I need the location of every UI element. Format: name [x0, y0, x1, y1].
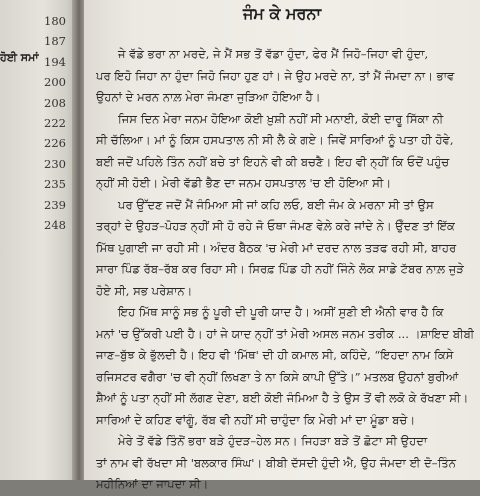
toc-row: [0, 50, 70, 75]
toc-page-number: 200: [44, 75, 66, 90]
text-line: ਸ਼ੈਆਂ ਨੂੰ ਪਤਾ ਨ੍ਹੀਂ ਸੀ ਲੱਗਣ ਦੇਣਾ, ਬਈ ਕੋਈ ਜੰਮਿਆ ਹੈ ਤੇ ਉਸ ਤੋਂ ਵੀ ਲਕੋ ਕੇ ਰੱਖਣਾ ਸੀ।: [96, 391, 469, 405]
toc-page-number: 235: [44, 177, 66, 192]
text-line: ਤਾਂ ਨਾਮ ਵੀ ਰੱਖਦਾ ਸੀ 'ਬਲਕਾਰ ਸਿੰਘ'। ਬੀਬੀ ਦੱਸਦੀ ਹੁੰਦੀ ਐ, ਉਹ ਜੰਮਦਾ ਈ ਦੋ–ਤਿੰਨ: [96, 455, 456, 470]
toc-page-number: 226: [44, 136, 66, 151]
text-line: ਨ੍ਹੀਂ ਸੀ ਹੋਈ। ਮੇਰੀ ਵੱਡੀ ਭੈਣ ਦਾ ਜਨਮ ਹਸਪਤਾਲ 'ਚ ਈ ਹੋਇਆ ਸੀ।: [96, 176, 392, 190]
text-line: ਪਰ ਇਹੋ ਜਿਹਾ ਨਾ ਹੁੰਦਾ ਜਿਹੋ ਜਿਹਾ ਹੁਣ ਹਾਂ। ਜੇ ਉਹ ਮਰਦੇ ਨਾ, ਤਾਂ ਮੈਂ ਜੰਮਦਾ ਨਾ। ਭਾਵ: [96, 68, 455, 83]
text-line: ਪਰ ਉੱਦਣ ਜਦੋਂ ਮੈਂ ਜੰਮਿਆ ਸੀ ਜਾਂ ਕਹਿ ਲਓ, ਬਈ ਜੰਮ ਕੇ ਮਰਨਾ ਸੀ ਤਾਂ ਉਸ: [118, 197, 434, 212]
chapter-body: [96, 44, 474, 496]
toc-row: [0, 136, 70, 156]
toc-page-number: 230: [44, 156, 66, 171]
toc-page-number: 194: [44, 54, 66, 69]
toc-row: [0, 96, 70, 116]
text-line: ਸਾਰਿਆਂ ਦੇ ਕਹਿਣ ਵਾਂਗੂੰ, ਰੱਬ ਵੀ ਨਹੀਂ ਸੀ ਚਾਹੁੰਦਾ ਕਿ ਮੇਰੀ ਮਾਂ ਦਾ ਮੂੰਡਾ ਬਚੇ।: [96, 412, 416, 427]
text-line: ਸਾਰਾ ਪਿੰਡ ਰੱਬ–ਰੱਬ ਕਰ ਰਿਹਾ ਸੀ। ਸਿਰਫ਼ ਪਿੰਡ ਹੀ ਨਹੀਂ ਜਿੰਨੇ ਲੋਕ ਸਾਡੇ ਟੱਬਰ ਨਾਲ਼ ਜੁੜੇ: [96, 262, 464, 276]
toc-page-number: 239: [44, 197, 66, 212]
text-line: ਜੇ ਵੱਡੇ ਭਰਾ ਨਾ ਮਰਦੇ, ਜੇ ਮੈਂ ਸਭ ਤੋਂ ਵੱਡਾ ਹੁੰਦਾ, ਫੇਰ ਮੈਂ ਜਿਹੋ–ਜਿਹਾ ਵੀ ਹੁੰਦਾ,: [118, 47, 429, 61]
toc-row: [0, 218, 70, 238]
toc-page-number: 208: [44, 95, 66, 110]
toc-page-number: 222: [44, 115, 66, 130]
text-line: ਬਈ ਜਦੋਂ ਪਹਿਲੇ ਤਿੰਨ ਨਹੀਂ ਬਚੇ ਤਾਂ ਇਹਨੇ ਵੀ ਕੀ ਬਚਣੈ। ਇਹ ਵੀ ਨ੍ਹੀਂ ਕਿ ਓਦੋਂ ਪਹੁੰਚ: [96, 154, 450, 169]
toc-page-number: 180: [44, 14, 66, 28]
text-line: ਇਹ ਮਿੱਥ ਸਾਨੂੰ ਸਭ ਨੂੰ ਪੂਰੀ ਦੀ ਪੂਰੀ ਯਾਦ ਹੈ। ਅਸੀਂ ਸੁਣੀ ਈ ਐਨੀ ਵਾਰ ਹੈ ਕਿ: [118, 305, 444, 319]
toc-row: [0, 177, 70, 197]
text-line: ਮਹੀਨਿਆਂ ਦਾ ਜਾਪਦਾ ਸੀ।: [96, 477, 209, 491]
text-line: ਸੀ ਚੱਲਿਆ। ਮਾਂ ਨੂੰ ਕਿਸ ਹਸਪਤਾਲ ਨੀ ਸੀ ਲੈ ਕੇ ਗਏ। ਜਿਵੇਂ ਸਾਰਿਆਂ ਨੂੰ ਪਤਾ ਹੀ ਹੋਵੇ,: [96, 133, 454, 147]
toc-row: [0, 14, 70, 34]
toc-page-number: 187: [44, 34, 66, 49]
toc-row: [0, 157, 70, 177]
text-line: ਤਰ੍ਹਾਂ ਦੇ ਉਹੜ–ਪੋਹੜ ਨ੍ਹੀਂ ਸੀ ਹੋ ਰਹੇ ਜੋ ਓਥਾ ਜੰਮਣ ਵੇਲ਼ੇ ਕਰੇ ਜਾਂਦੇ ਨੇ। ਓੁੱਦਣ ਤਾਂ ਇੱਕ: [96, 219, 455, 233]
text-line: ਜਿਸ ਦਿਨ ਮੇਰਾ ਜਨਮ ਹੋਇਆ ਕੋਈ ਖ਼ੁਸ਼ੀ ਨਹੀਂ ਸੀ ਮਨਾਈ, ਕੋਈ ਦਾਰੂ ਸਿੱਕਾ ਨੀ: [118, 111, 444, 126]
text-line: ਹੋਏ ਸੀ, ਸਭ ਪਰੇਸ਼ਾਨ।: [96, 283, 193, 298]
chapter-title: ਜੰਮ ਕੇ ਮਰਨਾ: [242, 4, 322, 23]
text-line: ਮਨਾਂ 'ਚ ਉੱਕਰੀ ਪਈ ਹੈ। ਹਾਂ ਜੇ ਯਾਦ ਨ੍ਹੀਂ ਤਾਂ ਮੇਰੀ ਅਸਲ ਜਨਮ ਤਰੀਕ ... ।ਸ਼ਾਇਦ ਬੀਬੀ: [96, 326, 474, 341]
text-line: ਰਜਿਸਟਰ ਵਗੈਰਾ 'ਚ ਵੀ ਨ੍ਹੀਂ ਲਿਖਣਾ ਤੇ ਨਾ ਕਿਸੇ ਕਾਪੀ ਉੱਤੇ।” ਮਤਲਬ ਉਹਨਾਂ ਬੁਰੀਆਂ: [96, 369, 459, 384]
text-line: ਉਹਨਾਂ ਦੇ ਮਰਨ ਨਾਲ਼ ਮੇਰਾ ਜੰਮਣਾ ਜੁੜਿਆ ਹੋਇਆ ਹੈ।: [96, 90, 321, 104]
toc-row: [0, 198, 70, 218]
text-line: ਮੇਰੇ ਤੋਂ ਵੱਡੇ ਤਿੰਨੋਂ ਭਰਾ ਬੜੇ ਹੁੰਦੜ–ਹੇਲ ਸਨ। ਜਿਹੜਾ ਬੜੇ ਤੋਂ ਛੋਟਾ ਸੀ ਉਹਦਾ: [118, 434, 428, 448]
toc-row: [0, 75, 70, 95]
toc-partial-title: ਹੋਈ ਸਮਾਂ: [0, 50, 39, 64]
toc-page-number: 248: [44, 217, 66, 232]
left-page: [0, 0, 78, 480]
text-line: ਮਿੱਥ ਪੁਗਾਈ ਜਾ ਰਹੀ ਸੀ। ਅੰਦਰ ਬੈਠਕ 'ਚ ਮੇਰੀ ਮਾਂ ਦਰਦ ਨਾਲ ਤੜਫ ਰਹੀ ਸੀ, ਬਾਹਰ: [96, 240, 457, 255]
table-of-contents: [0, 14, 70, 238]
toc-row: [0, 116, 70, 136]
text-line: ਜਾਣ–ਬੁੱਝ ਕੇ ਭੁੱਲਦੀ ਹੈ। ਇਹ ਵੀ 'ਮਿੱਥ' ਦੀ ਹੀ ਕਮਾਲ ਸੀ, ਕਹਿੰਦੇ, “ਇਹਦਾ ਨਾਮ ਕਿਸੇ: [96, 348, 454, 362]
